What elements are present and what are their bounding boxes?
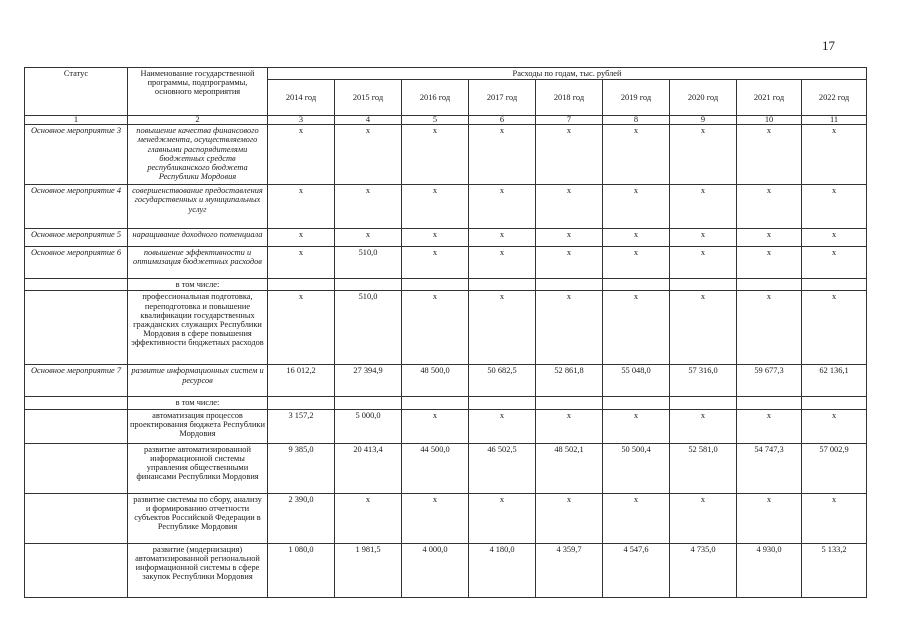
table-row bbox=[25, 125, 867, 185]
table-row bbox=[25, 247, 867, 279]
row-value: x bbox=[737, 125, 802, 185]
row-value bbox=[536, 397, 603, 409]
row-value: x bbox=[268, 291, 335, 365]
row-value: 57 002,9 bbox=[802, 443, 867, 493]
row-status bbox=[25, 543, 128, 597]
row-value bbox=[737, 279, 802, 291]
row-value bbox=[536, 279, 603, 291]
year-header: 2020 год bbox=[670, 80, 737, 116]
row-name: в том числе: bbox=[128, 397, 268, 409]
row-value: x bbox=[335, 493, 402, 543]
row-value bbox=[670, 397, 737, 409]
row-value: x bbox=[802, 229, 867, 247]
row-value: 5 000,0 bbox=[335, 409, 402, 443]
row-status bbox=[25, 279, 128, 291]
table-row bbox=[25, 543, 867, 597]
row-value: x bbox=[536, 493, 603, 543]
row-status bbox=[25, 493, 128, 543]
row-name: повышение эффективности и оптимизация бюджетных расходов bbox=[128, 247, 268, 279]
row-value: 4 359,7 bbox=[536, 543, 603, 597]
row-value: 4 547,6 bbox=[603, 543, 670, 597]
row-value: 4 735,0 bbox=[670, 543, 737, 597]
row-value: x bbox=[670, 247, 737, 279]
row-value: 9 385,0 bbox=[268, 443, 335, 493]
row-value: x bbox=[802, 185, 867, 229]
row-value: 48 500,0 bbox=[402, 365, 469, 397]
page-number: 17 bbox=[822, 38, 835, 53]
row-value: x bbox=[268, 247, 335, 279]
row-value bbox=[402, 397, 469, 409]
row-status: Основное мероприятие 5 bbox=[25, 229, 128, 247]
row-value bbox=[268, 397, 335, 409]
row-value: x bbox=[670, 291, 737, 365]
row-value: x bbox=[268, 185, 335, 229]
row-value: x bbox=[402, 247, 469, 279]
row-value: 55 048,0 bbox=[603, 365, 670, 397]
row-value: x bbox=[268, 229, 335, 247]
row-name: развитие системы по сбору, анализу и формированию отчетности субъектов Российской Федерации в Республике Мордовия bbox=[128, 493, 268, 543]
row-value: x bbox=[603, 493, 670, 543]
row-value bbox=[268, 279, 335, 291]
row-name: развитие (модернизация) автоматизированной региональной информационной системы в сфере закупок Республики Мордовия bbox=[128, 543, 268, 597]
table-row bbox=[25, 397, 867, 409]
table-row bbox=[25, 365, 867, 397]
row-value: x bbox=[469, 185, 536, 229]
column-number: 10 bbox=[737, 116, 802, 125]
row-value: 5 133,2 bbox=[802, 543, 867, 597]
row-value: x bbox=[335, 185, 402, 229]
row-value: x bbox=[402, 229, 469, 247]
row-value: 50 682,5 bbox=[469, 365, 536, 397]
year-header: 2014 год bbox=[268, 80, 335, 116]
column-number: 3 bbox=[268, 116, 335, 125]
year-header: 2016 год bbox=[402, 80, 469, 116]
row-value: x bbox=[469, 229, 536, 247]
row-status: Основное мероприятие 3 bbox=[25, 125, 128, 185]
column-number: 6 bbox=[469, 116, 536, 125]
row-value: 3 157,2 bbox=[268, 409, 335, 443]
row-value bbox=[335, 397, 402, 409]
row-value: x bbox=[402, 291, 469, 365]
row-name: повышение качества финансового менеджмента, осуществляемого главными распорядителями бюджетных средств республиканского бюджета Республики Мордовия bbox=[128, 125, 268, 185]
row-status bbox=[25, 443, 128, 493]
row-value: x bbox=[335, 229, 402, 247]
row-value: x bbox=[670, 409, 737, 443]
row-value: x bbox=[737, 291, 802, 365]
row-value: x bbox=[737, 493, 802, 543]
row-value: 52 581,0 bbox=[670, 443, 737, 493]
row-value: x bbox=[737, 185, 802, 229]
row-value: x bbox=[802, 409, 867, 443]
name-header: Наименование государственной программы, подпрограммы, основного мероприятия bbox=[128, 68, 268, 116]
column-number: 5 bbox=[402, 116, 469, 125]
row-value: 52 861,8 bbox=[536, 365, 603, 397]
row-status: Основное мероприятие 4 bbox=[25, 185, 128, 229]
row-value: x bbox=[670, 125, 737, 185]
row-value: 4 930,0 bbox=[737, 543, 802, 597]
row-value: x bbox=[603, 185, 670, 229]
row-value: x bbox=[268, 125, 335, 185]
row-name: наращивание доходного потенциала bbox=[128, 229, 268, 247]
row-value: 4 000,0 bbox=[402, 543, 469, 597]
row-value: 54 747,3 bbox=[737, 443, 802, 493]
row-value: x bbox=[402, 493, 469, 543]
row-value bbox=[335, 279, 402, 291]
column-number: 1 bbox=[25, 116, 128, 125]
row-value: x bbox=[536, 291, 603, 365]
row-value: 50 500,4 bbox=[603, 443, 670, 493]
row-value: x bbox=[603, 409, 670, 443]
row-value: 59 677,3 bbox=[737, 365, 802, 397]
row-status: Основное мероприятие 7 bbox=[25, 365, 128, 397]
row-value bbox=[603, 397, 670, 409]
row-value bbox=[737, 397, 802, 409]
row-value: x bbox=[670, 493, 737, 543]
table-row bbox=[25, 493, 867, 543]
year-header: 2018 год bbox=[536, 80, 603, 116]
row-value: 44 500,0 bbox=[402, 443, 469, 493]
row-value: x bbox=[469, 493, 536, 543]
year-header: 2017 год bbox=[469, 80, 536, 116]
table-row bbox=[25, 443, 867, 493]
expenses-header: Расходы по годам, тыс. рублей bbox=[268, 68, 867, 80]
row-value: x bbox=[802, 125, 867, 185]
row-value: x bbox=[737, 229, 802, 247]
row-value: 27 394,9 bbox=[335, 365, 402, 397]
row-name: развитие информационных систем и ресурсов bbox=[128, 365, 268, 397]
expenses-table bbox=[24, 67, 867, 598]
row-value: x bbox=[469, 125, 536, 185]
row-name: совершенствование предоставления государственных и муниципальных услуг bbox=[128, 185, 268, 229]
row-value: x bbox=[469, 291, 536, 365]
row-value: 62 136,1 bbox=[802, 365, 867, 397]
row-value bbox=[469, 397, 536, 409]
row-value: x bbox=[402, 185, 469, 229]
row-value bbox=[670, 279, 737, 291]
table-row bbox=[25, 409, 867, 443]
row-status bbox=[25, 291, 128, 365]
column-number: 11 bbox=[802, 116, 867, 125]
row-value: x bbox=[603, 125, 670, 185]
row-value: x bbox=[536, 125, 603, 185]
row-value bbox=[802, 397, 867, 409]
row-value: x bbox=[802, 493, 867, 543]
row-value: 57 316,0 bbox=[670, 365, 737, 397]
row-name: автоматизация процессов проектирования бюджета Республики Мордовия bbox=[128, 409, 268, 443]
column-number: 4 bbox=[335, 116, 402, 125]
row-value: x bbox=[670, 229, 737, 247]
row-value bbox=[469, 279, 536, 291]
row-value bbox=[603, 279, 670, 291]
row-status bbox=[25, 409, 128, 443]
column-number: 8 bbox=[603, 116, 670, 125]
row-value: x bbox=[536, 185, 603, 229]
table-row bbox=[25, 291, 867, 365]
row-name: развитие автоматизированной информационной системы управления общественными финансами Республики Мордовия bbox=[128, 443, 268, 493]
row-value: 4 180,0 bbox=[469, 543, 536, 597]
row-value: x bbox=[603, 291, 670, 365]
table-row bbox=[25, 185, 867, 229]
row-value bbox=[802, 279, 867, 291]
row-name: профессиональная подготовка, переподготовка и повышение квалификации государственных гражданских служащих Республики Мордовия в сфере повышения эффективности бюджетных расходов bbox=[128, 291, 268, 365]
year-header: 2021 год bbox=[737, 80, 802, 116]
row-value: 1 080,0 bbox=[268, 543, 335, 597]
row-value: 510,0 bbox=[335, 247, 402, 279]
row-value: 20 413,4 bbox=[335, 443, 402, 493]
row-value: x bbox=[802, 291, 867, 365]
row-value: x bbox=[536, 247, 603, 279]
row-value: x bbox=[737, 409, 802, 443]
table-row bbox=[25, 229, 867, 247]
row-status bbox=[25, 397, 128, 409]
row-value: x bbox=[603, 229, 670, 247]
row-value: 1 981,5 bbox=[335, 543, 402, 597]
row-value: 510,0 bbox=[335, 291, 402, 365]
row-value: x bbox=[737, 247, 802, 279]
row-status: Основное мероприятие 6 bbox=[25, 247, 128, 279]
row-value: x bbox=[402, 409, 469, 443]
status-header: Статус bbox=[25, 68, 128, 116]
row-value: x bbox=[670, 185, 737, 229]
row-value: 2 390,0 bbox=[268, 493, 335, 543]
year-header: 2022 год bbox=[802, 80, 867, 116]
row-value: x bbox=[402, 125, 469, 185]
year-header: 2015 год bbox=[335, 80, 402, 116]
column-number: 2 bbox=[128, 116, 268, 125]
year-header: 2019 год bbox=[603, 80, 670, 116]
column-number: 9 bbox=[670, 116, 737, 125]
row-name: в том числе: bbox=[128, 279, 268, 291]
row-value: x bbox=[469, 247, 536, 279]
row-value: x bbox=[536, 409, 603, 443]
row-value: x bbox=[603, 247, 670, 279]
row-value: 48 502,1 bbox=[536, 443, 603, 493]
table-row bbox=[25, 279, 867, 291]
row-value: 16 012,2 bbox=[268, 365, 335, 397]
row-value: 46 502,5 bbox=[469, 443, 536, 493]
row-value: x bbox=[536, 229, 603, 247]
row-value bbox=[402, 279, 469, 291]
row-value: x bbox=[335, 125, 402, 185]
row-value: x bbox=[802, 247, 867, 279]
column-number: 7 bbox=[536, 116, 603, 125]
row-value: x bbox=[469, 409, 536, 443]
